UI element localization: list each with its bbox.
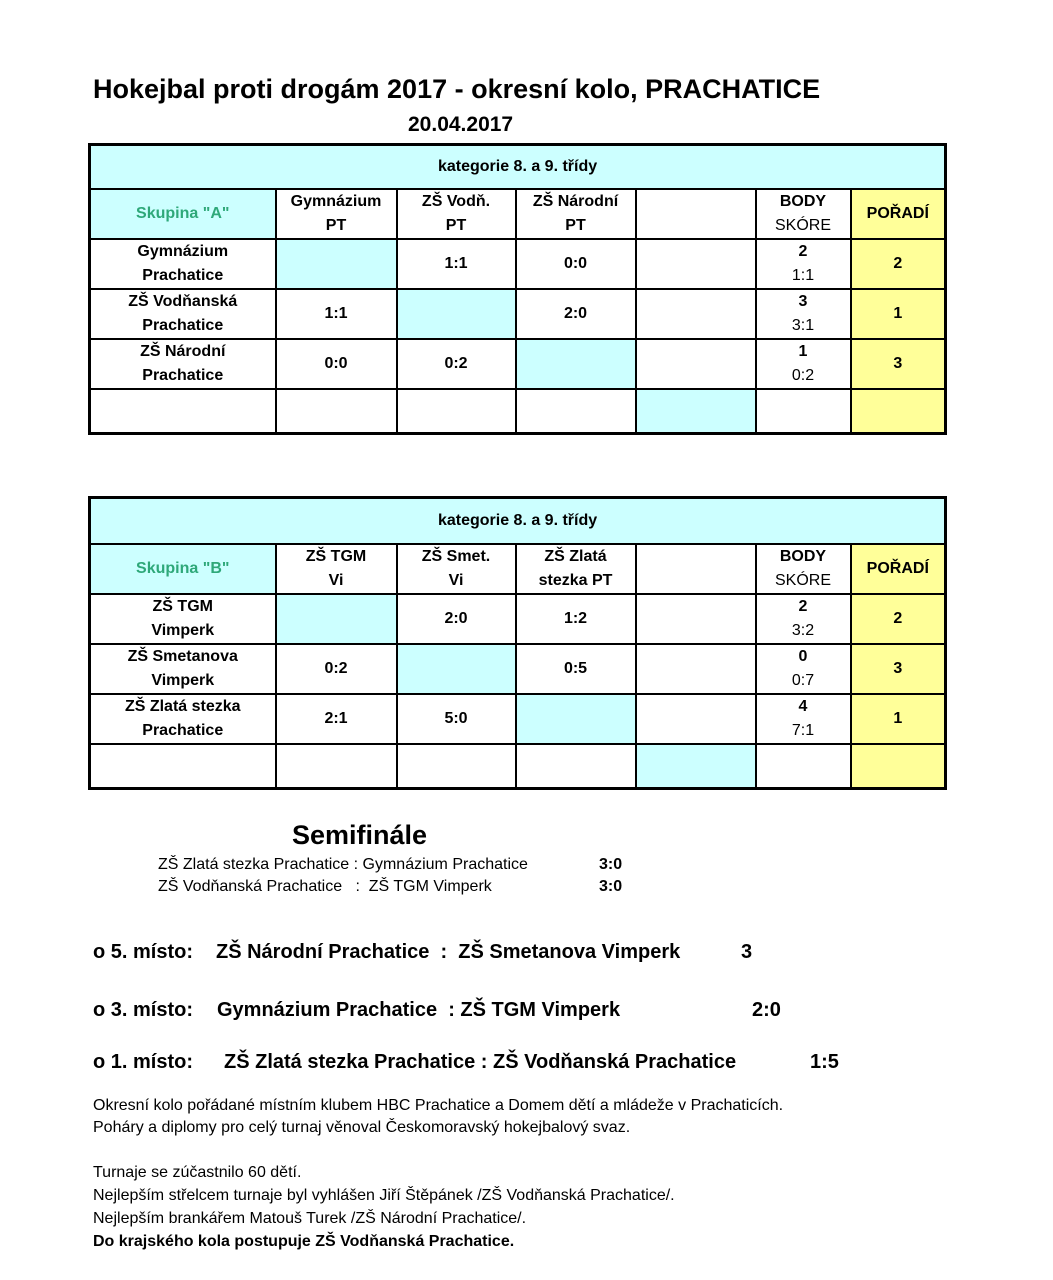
match-result: 0:0 [516, 239, 636, 289]
empty-rank-cell [851, 744, 946, 788]
group-a-col-header: ZŠ Vodň. PT [397, 189, 516, 239]
empty-cell [276, 389, 397, 433]
points-score: 2 1:1 [756, 239, 851, 289]
group-b-col-header: ZŠ Zlatá stezka PT [516, 544, 636, 594]
team-name: Gymnázium Prachatice [90, 239, 276, 289]
empty-cell [397, 389, 516, 433]
page-title: Hokejbal proti drogám 2017 - okresní kolo, PRACHATICE [93, 74, 821, 104]
placement-result: 1:5 [810, 1051, 839, 1073]
note-trophies: Poháry a diplomy pro celý turnaj věnoval Českomoravský hokejbalový svaz. [93, 1119, 631, 1136]
match-result: 1:1 [397, 239, 516, 289]
placement-match: Gymnázium Prachatice : ZŠ TGM Vimperk [217, 999, 621, 1021]
match-result [636, 594, 756, 644]
event-date: 20.04.2017 [408, 113, 514, 136]
rank: 2 [851, 594, 946, 644]
points-score: 3 3:1 [756, 289, 851, 339]
note-organizer: Okresní kolo pořádané místním klubem HBC Prachatice a Domem dětí a mládeže v Prachaticích. [93, 1097, 784, 1114]
placement-label: o 3. místo: [93, 999, 194, 1021]
table-row [90, 339, 946, 389]
group-a-label: Skupina "A" [90, 189, 276, 239]
semifinal-result: 3:0 [599, 878, 623, 895]
diagonal-cell [516, 339, 636, 389]
group-a-col-header: Gymnázium PT [276, 189, 397, 239]
placement-result: 3 [741, 941, 753, 963]
placement-match: ZŠ Národní Prachatice : ZŠ Smetanova Vimperk [216, 941, 681, 963]
note-advancing: Do krajského kola postupuje ZŠ Vodňanská Prachatice. [93, 1233, 515, 1250]
note-best-scorer: Nejlepším střelcem turnaje byl vyhlášen Jiří Štěpánek /ZŠ Vodňanská Prachatice/. [93, 1187, 675, 1204]
points-score: 2 3:2 [756, 594, 851, 644]
group-a-table [88, 143, 947, 435]
points-score: 0 0:7 [756, 644, 851, 694]
rank: 1 [851, 694, 946, 744]
match-result [636, 239, 756, 289]
empty-cell [90, 744, 276, 788]
diagonal-cell [636, 744, 756, 788]
placement-label: o 1. místo: [93, 1051, 194, 1073]
empty-cell [90, 389, 276, 433]
rank: 1 [851, 289, 946, 339]
team-name: ZŠ Národní Prachatice [90, 339, 276, 389]
group-b-col-header: ZŠ TGM Vi [276, 544, 397, 594]
match-result: 0:0 [276, 339, 397, 389]
empty-rank-cell [851, 389, 946, 433]
semifinal-match: ZŠ Zlatá stezka Prachatice : Gymnázium Prachatice [158, 856, 528, 873]
diagonal-cell [397, 644, 516, 694]
match-result [636, 644, 756, 694]
group-b-col-header: ZŠ Smet. Vi [397, 544, 516, 594]
semifinal-title: Semifinále [292, 820, 428, 850]
group-a-rank-header: POŘADÍ [851, 189, 946, 239]
semifinal-match: ZŠ Vodňanská Prachatice : ZŠ TGM Vimperk [158, 878, 492, 895]
match-result [636, 339, 756, 389]
note-best-goalie: Nejlepším brankářem Matouš Turek /ZŠ Národní Prachatice/. [93, 1210, 527, 1227]
empty-cell [516, 389, 636, 433]
match-result: 1:1 [276, 289, 397, 339]
group-a-category: kategorie 8. a 9. třídy [90, 145, 946, 190]
empty-cell [756, 389, 851, 433]
group-b-points-header: BODY SKÓRE [756, 544, 851, 594]
semifinal-result: 3:0 [599, 856, 623, 873]
table-row [90, 289, 946, 339]
group-a-col-header-empty [636, 189, 756, 239]
diagonal-cell [276, 594, 397, 644]
diagonal-cell [516, 694, 636, 744]
group-b-rank-header: POŘADÍ [851, 544, 946, 594]
rank: 3 [851, 339, 946, 389]
group-b-col-header-empty [636, 544, 756, 594]
group-a-col-header: ZŠ Národní PT [516, 189, 636, 239]
table-row [90, 694, 946, 744]
diagonal-cell [276, 239, 397, 289]
points-score: 1 0:2 [756, 339, 851, 389]
table-row [90, 239, 946, 289]
match-result: 0:2 [276, 644, 397, 694]
points-score: 4 7:1 [756, 694, 851, 744]
team-name: ZŠ Smetanova Vimperk [90, 644, 276, 694]
diagonal-cell [636, 389, 756, 433]
group-b-label: Skupina "B" [90, 544, 276, 594]
table-row [90, 744, 946, 788]
empty-cell [516, 744, 636, 788]
team-name: ZŠ Zlatá stezka Prachatice [90, 694, 276, 744]
group-a-points-header: BODY SKÓRE [756, 189, 851, 239]
match-result: 0:5 [516, 644, 636, 694]
match-result: 5:0 [397, 694, 516, 744]
placement-match: ZŠ Zlatá stezka Prachatice : ZŠ Vodňanská Prachatice [224, 1051, 737, 1073]
match-result [636, 289, 756, 339]
diagonal-cell [397, 289, 516, 339]
group-b-table [88, 496, 947, 790]
placement-result: 2:0 [752, 999, 781, 1021]
match-result: 2:0 [397, 594, 516, 644]
match-result [636, 694, 756, 744]
placement-label: o 5. místo: [93, 941, 194, 963]
rank: 3 [851, 644, 946, 694]
rank: 2 [851, 239, 946, 289]
match-result: 0:2 [397, 339, 516, 389]
group-b-category: kategorie 8. a 9. třídy [90, 498, 946, 545]
team-name: ZŠ Vodňanská Prachatice [90, 289, 276, 339]
empty-cell [756, 744, 851, 788]
note-participants: Turnaje se zúčastnilo 60 dětí. [93, 1164, 302, 1181]
match-result: 2:0 [516, 289, 636, 339]
table-row [90, 389, 946, 433]
empty-cell [276, 744, 397, 788]
match-result: 2:1 [276, 694, 397, 744]
team-name: ZŠ TGM Vimperk [90, 594, 276, 644]
match-result: 1:2 [516, 594, 636, 644]
table-row [90, 644, 946, 694]
empty-cell [397, 744, 516, 788]
table-row [90, 594, 946, 644]
